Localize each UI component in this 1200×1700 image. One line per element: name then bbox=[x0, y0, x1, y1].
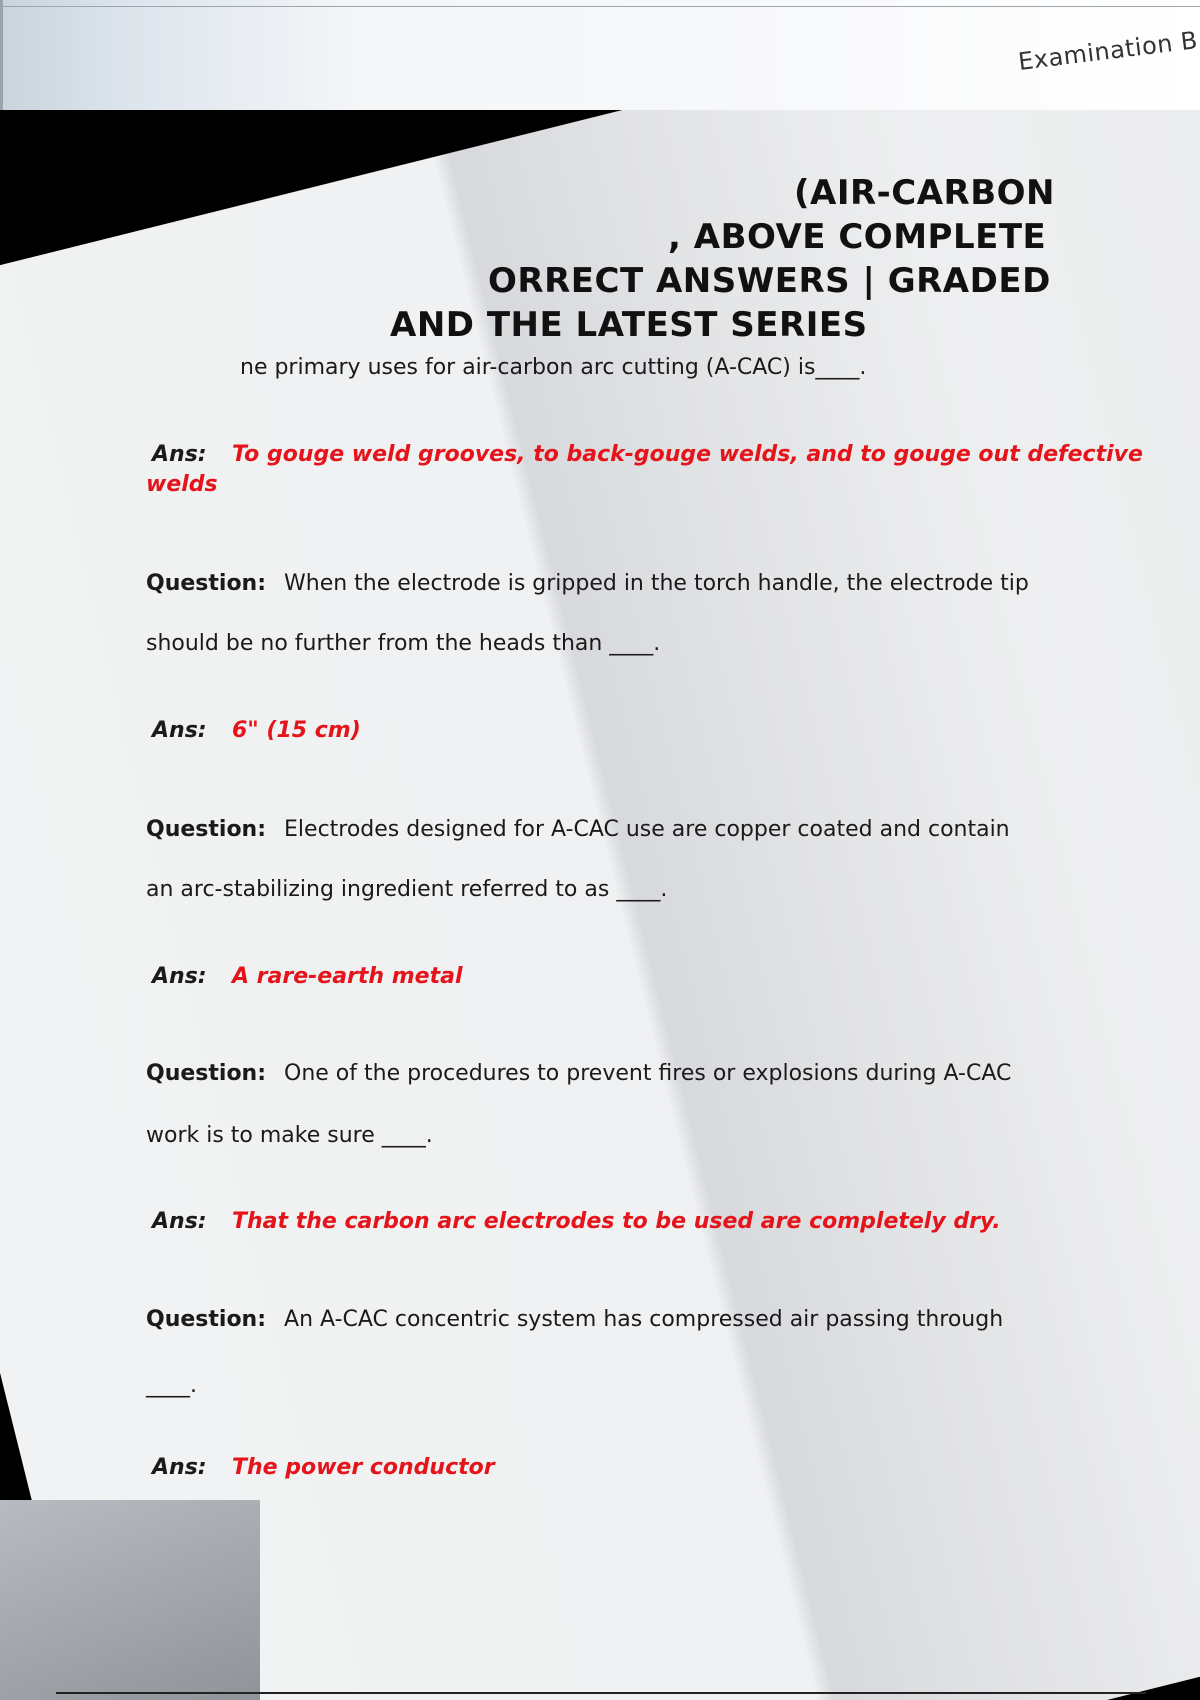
bottom-rule bbox=[56, 1692, 1146, 1694]
ans-label: Ans: bbox=[152, 1455, 207, 1480]
intro-question: ne primary uses for air-carbon arc cutting (A-CAC) is____. bbox=[240, 355, 867, 380]
title-line-4: AND THE LATEST SERIES bbox=[390, 305, 868, 345]
answer-3-line bbox=[152, 964, 462, 989]
question-5 bbox=[146, 1307, 1003, 1332]
ans-label: Ans: bbox=[152, 964, 207, 989]
question-3 bbox=[146, 817, 1010, 842]
title-line-2: , ABOVE COMPLETE bbox=[668, 217, 1047, 257]
answer-2: 6" (15 cm) bbox=[232, 718, 361, 743]
question-2-continued: should be no further from the heads than ____. bbox=[146, 631, 661, 656]
answer-1: To gouge weld grooves, to back-gouge welds, and to gouge out defective bbox=[232, 442, 1143, 467]
answer-5: The power conductor bbox=[232, 1455, 495, 1480]
question-2-text: When the electrode is gripped in the torch handle, the electrode tip bbox=[284, 571, 1029, 596]
question-label: Question: bbox=[146, 571, 267, 596]
answer-4-line bbox=[152, 1209, 1001, 1234]
answer-4: That the carbon arc electrodes to be used are completely dry. bbox=[232, 1209, 1001, 1234]
question-3-text: Electrodes designed for A-CAC use are copper coated and contain bbox=[284, 817, 1010, 842]
answer-1-continued: welds bbox=[146, 472, 218, 497]
question-3-continued: an arc-stabilizing ingredient referred to as ____. bbox=[146, 877, 668, 902]
question-label: Question: bbox=[146, 817, 267, 842]
ans-label: Ans: bbox=[152, 442, 207, 467]
question-4-text: One of the procedures to prevent fires or explosions during A-CAC bbox=[284, 1061, 1012, 1086]
answer-2-line bbox=[152, 718, 361, 743]
question-5-text: An A-CAC concentric system has compressed air passing through bbox=[284, 1307, 1004, 1332]
title-line-3: ORRECT ANSWERS | GRADED bbox=[488, 261, 1051, 301]
ans-label: Ans: bbox=[152, 1209, 207, 1234]
question-label: Question: bbox=[146, 1307, 267, 1332]
question-label: Question: bbox=[146, 1061, 267, 1086]
question-5-continued: ____. bbox=[146, 1373, 197, 1398]
answer-3: A rare-earth metal bbox=[232, 964, 463, 989]
question-4 bbox=[146, 1061, 1011, 1086]
question-2 bbox=[146, 571, 1029, 596]
ans-label: Ans: bbox=[152, 718, 207, 743]
question-4-continued: work is to make sure ____. bbox=[146, 1123, 433, 1148]
answer-1-line bbox=[152, 442, 1143, 467]
header-brand: Examination B bbox=[1017, 26, 1200, 76]
answer-5-line bbox=[152, 1455, 495, 1480]
title-line-1: (AIR-CARBON bbox=[794, 173, 1056, 213]
